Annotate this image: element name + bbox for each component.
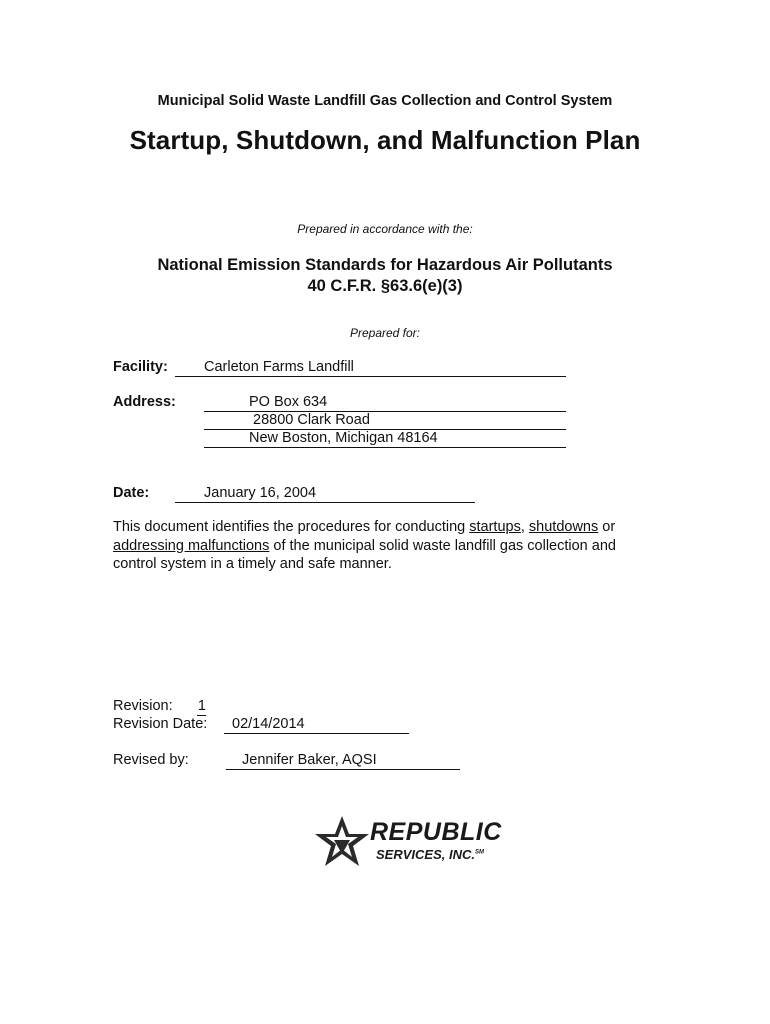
republic-services-logo [312,814,522,870]
date-underline-lead [175,485,205,503]
facility-value: Carleton Farms Landfill [204,359,566,377]
description-sep-1: , [520,519,529,535]
addressing-malfunctions-term: addressing malfunctions [113,537,270,554]
address-line-3: New Boston, Michigan 48164 [204,430,566,448]
revision-label: Revision: [113,698,173,714]
description-text-2: of the municipal solid waste landfill gas collection and control system in a timely and safe manner. [113,537,616,572]
description-paragraph [113,518,653,574]
revised-by-label: Revised by: [113,752,189,768]
logo-subline [376,847,484,862]
standard-cfr: 40 C.F.R. §63.6(e)(3) [307,277,463,295]
prepared-for-text: Prepared for: [349,326,421,340]
star-icon [312,814,372,870]
address-line-1: PO Box 634 [204,394,566,412]
logo-wordmark: REPUBLIC [370,818,502,846]
description-sep-2: or [598,519,616,535]
address-line-2: 28800 Clark Road [204,412,566,430]
revision-value: 1 [197,698,206,714]
facility-label: Facility: [113,359,168,375]
document-title: Startup, Shutdown, and Malfunction Plan [129,125,641,155]
description-text-1: This document identifies the procedures for conducting [113,519,470,535]
shutdowns-term: shutdowns [528,519,599,535]
startups-term: startups [469,519,521,535]
logo-service-mark: SM [474,849,484,856]
document-subtitle: Municipal Solid Waste Landfill Gas Collection and Control System [157,93,613,109]
logo-subline-text: SERVICES, INC. [376,847,475,862]
date-value: January 16, 2004 [204,485,475,503]
revised-by-value: Jennifer Baker, AQSI [226,752,460,770]
date-label: Date: [113,485,150,501]
standard-name: National Emission Standards for Hazardous Air Pollutants [157,256,613,274]
facility-underline-lead [175,359,205,377]
prepared-accordance-text: Prepared in accordance with the: [297,222,473,236]
address-label: Address: [113,394,176,410]
revision-date-label: Revision Date: [113,716,208,732]
revision-date-value: 02/14/2014 [224,716,409,734]
